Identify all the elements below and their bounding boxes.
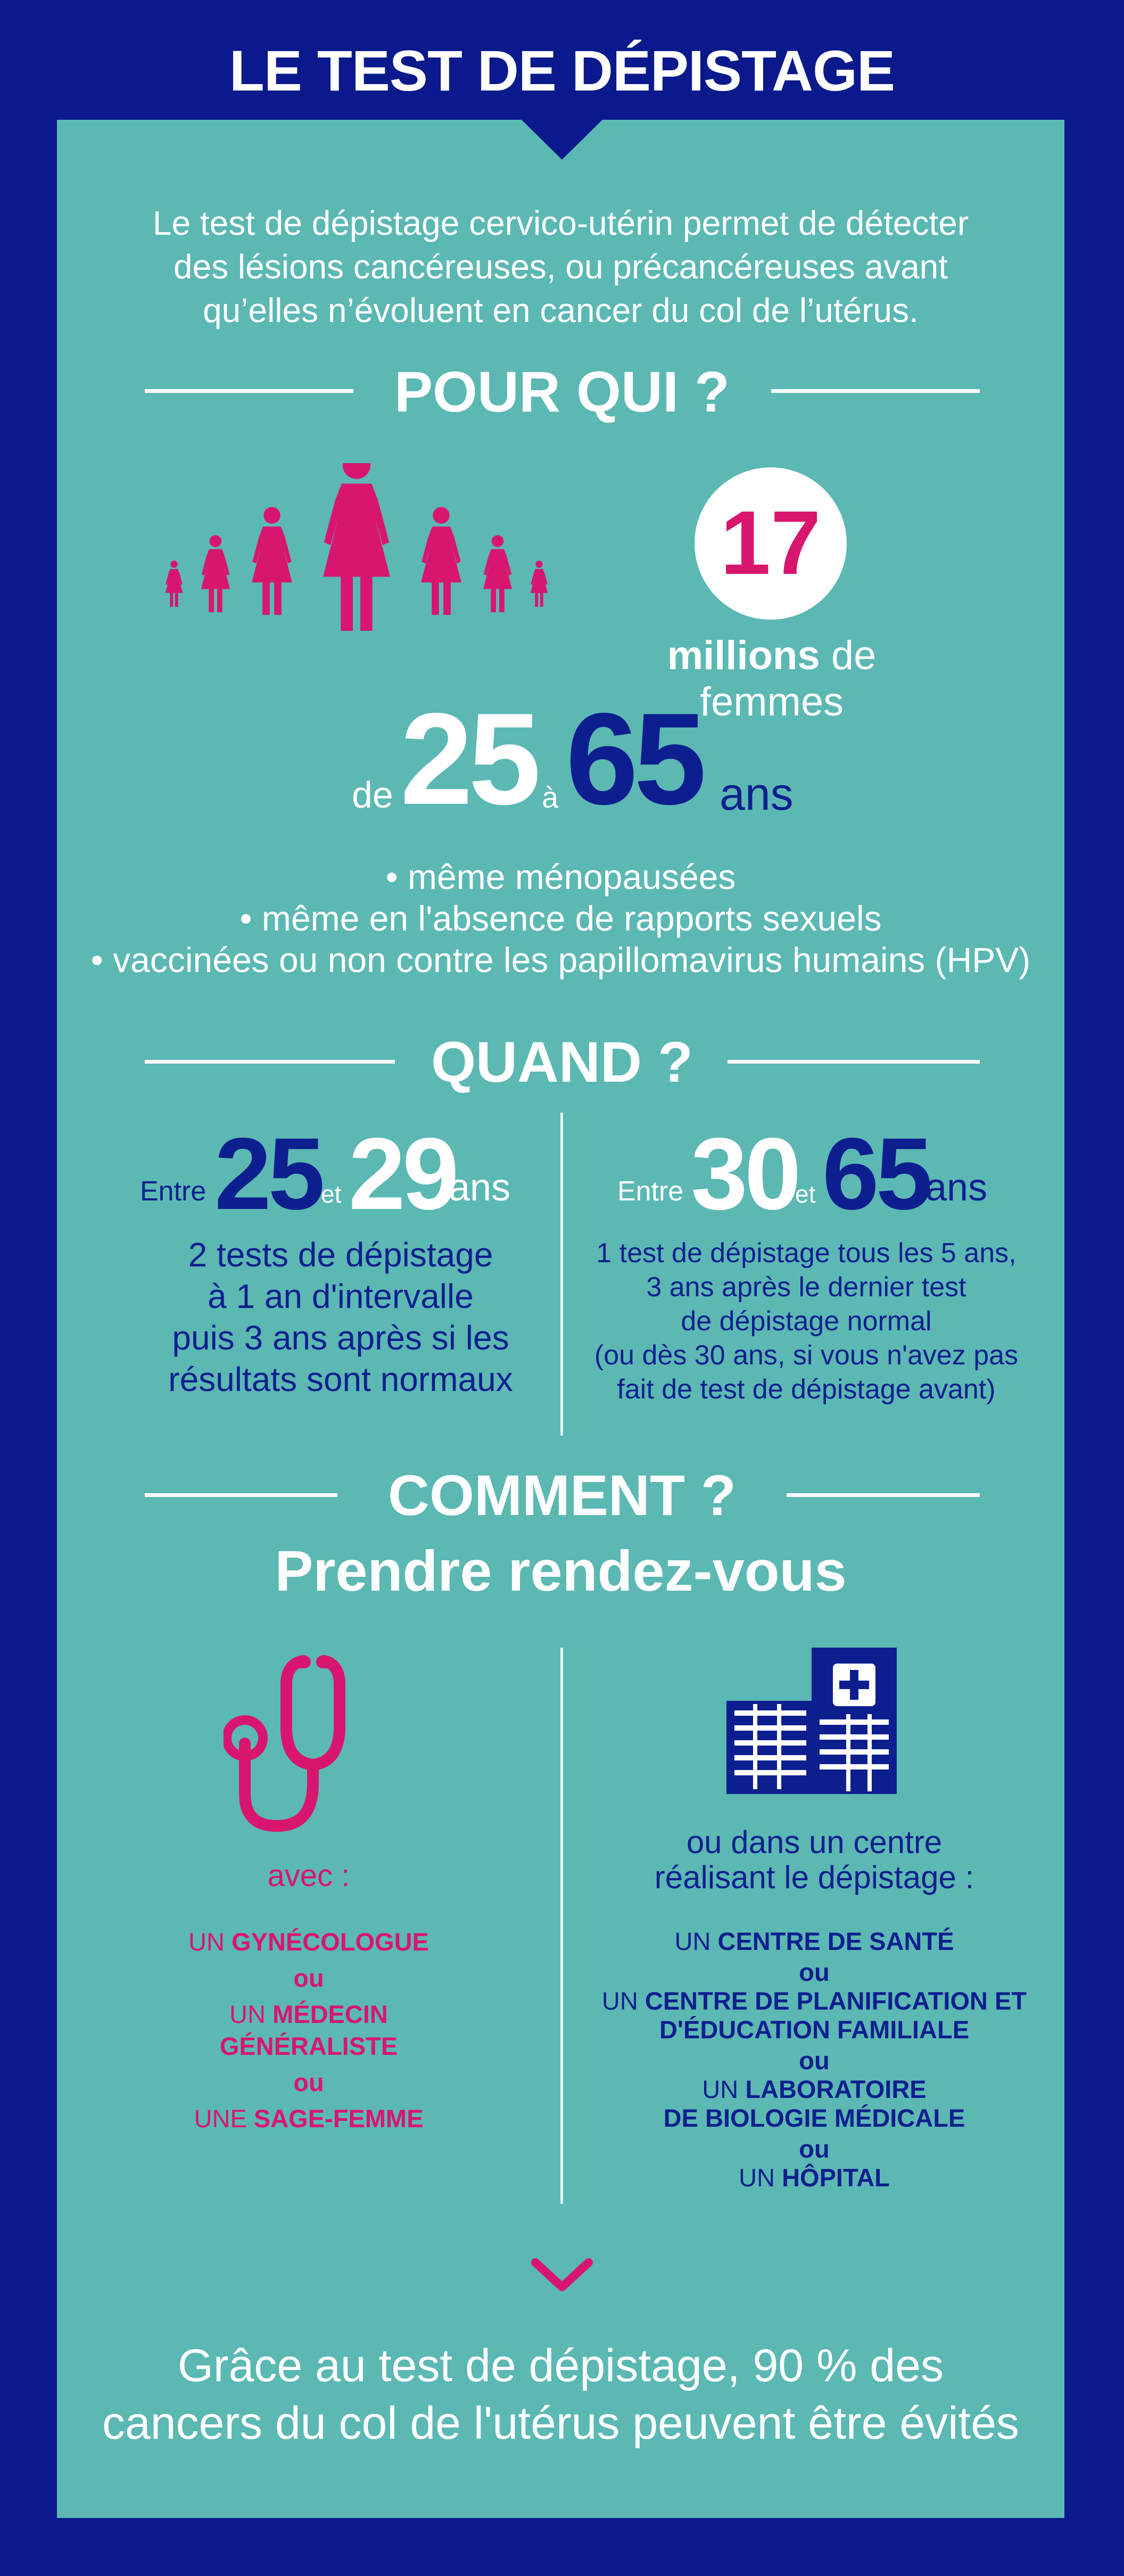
item-name-cont: D'ÉDUCATION FAMILIALE [659, 2015, 970, 2044]
section-title-comment: COMMENT ? [388, 1463, 736, 1527]
range-connector: et [795, 1180, 816, 1208]
schedule-line: 3 ans après le dernier test [646, 1272, 966, 1303]
women-icon-group [154, 463, 559, 671]
stat-label-bold: millions [667, 633, 820, 678]
woman-icon [252, 507, 292, 615]
or-label: ou [799, 2046, 830, 2075]
section-rule-left [145, 1060, 395, 1064]
criteria-item: • même ménopausées [385, 857, 736, 896]
footer-line: cancers du col de l'utérus peuvent être évités [102, 2398, 1020, 2449]
item-name: CENTRE DE PLANIFICATION ET [644, 1987, 1027, 2015]
woman-icon [483, 535, 512, 612]
item-name-cont: DE BIOLOGIE MÉDICALE [663, 2104, 965, 2132]
woman-icon [323, 463, 390, 631]
section-rule-right [771, 389, 980, 393]
intro-line-2: des lésions cancéreuses, ou précancéreuses avant [173, 248, 948, 286]
item-name: CENTRE DE SANTÉ [717, 1927, 954, 1955]
intro-line-3: qu’elles n’évoluent en cancer du col de l’utérus. [203, 291, 919, 330]
item-article: UNE [194, 2104, 254, 2133]
age-prefix: de [352, 774, 393, 816]
age-suffix: ans [720, 769, 794, 820]
practitioner-list [133, 1926, 484, 2135]
item-article: UN [739, 2163, 782, 2192]
panel-notch [522, 120, 602, 160]
practitioner-item [133, 1998, 484, 2030]
center-list [564, 1927, 1064, 2192]
range-connector: et [321, 1180, 342, 1208]
range-suffix: ans [449, 1166, 511, 1209]
center-intro [575, 1825, 1054, 1895]
practitioner-item [133, 1926, 484, 1958]
range-prefix: Entre [140, 1176, 206, 1207]
schedule-line: puis 3 ans après si les [172, 1319, 509, 1357]
center-intro-line: ou dans un centre [686, 1824, 943, 1860]
center-item [564, 2075, 1064, 2104]
section-subtitle: Prendre rendez-vous [275, 1538, 847, 1603]
footer-line: Grâce au test de dépistage, 90 % des [177, 2340, 944, 2391]
hospital-icon [726, 1648, 902, 1797]
stat-number: 17 [720, 492, 821, 594]
item-article: UN [674, 1927, 718, 1955]
schedule-left [85, 1234, 596, 1400]
section-rule-right [728, 1060, 980, 1064]
intro-line-1: Le test de dépistage cervico-utérin permet de détecter [152, 204, 969, 242]
or-label: ou [799, 2135, 830, 2163]
schedule-line: (ou dès 30 ans, si vous n'avez pas [594, 1340, 1019, 1371]
item-name: GYNÉCOLOGUE [232, 1928, 429, 1956]
woman-icon [531, 561, 548, 607]
intro-text [57, 201, 1064, 332]
range-to: 29 [349, 1116, 456, 1231]
practitioner-intro: avec : [267, 1858, 350, 1893]
woman-icon [201, 535, 230, 612]
practitioner-item [133, 2103, 484, 2135]
age-connector: à [542, 780, 559, 814]
page-title: LE TEST DE DÉPISTAGE [229, 38, 895, 103]
item-article: UN [702, 2075, 746, 2103]
schedule-line: de dépistage normal [681, 1306, 932, 1337]
woman-icon [421, 507, 461, 615]
item-name: LABORATOIRE [745, 2075, 927, 2103]
or-label: ou [293, 2068, 324, 2096]
section-rule-left [145, 1493, 337, 1497]
range-from: 30 [691, 1116, 798, 1231]
stethoscope-icon [224, 1650, 394, 1842]
center-item [564, 1987, 1064, 2015]
criteria-item: • même en l'absence de rapports sexuels [239, 899, 882, 938]
column-divider [560, 1648, 563, 2204]
item-article: UN [188, 1928, 232, 1956]
range-prefix: Entre [617, 1176, 684, 1207]
schedule-right [569, 1236, 1043, 1406]
center-intro-line: réalisant le dépistage : [654, 1859, 974, 1895]
age-range-right [580, 1113, 1059, 1231]
age-from: 25 [400, 686, 537, 832]
range-from: 25 [214, 1116, 322, 1231]
item-article: UN [229, 2000, 273, 2028]
age-to: 65 [566, 686, 702, 832]
or-label: ou [293, 1964, 324, 1992]
chevron-down-icon [530, 2256, 594, 2293]
range-suffix: ans [925, 1166, 988, 1209]
range-to: 65 [822, 1116, 930, 1231]
schedule-line: fait de test de dépistage avant) [617, 1374, 996, 1405]
age-range-left [85, 1113, 553, 1231]
criteria-list [57, 856, 1064, 981]
section-rule-left [145, 389, 353, 393]
item-name: SAGE-FEMME [253, 2104, 424, 2133]
schedule-line: résultats sont normaux [168, 1360, 513, 1398]
woman-icon [166, 561, 183, 607]
footer-statement [57, 2337, 1064, 2452]
schedule-line: à 1 an d'intervalle [208, 1277, 474, 1315]
section-title-pour-qui: POUR QUI ? [394, 359, 730, 424]
item-article: UN [601, 1987, 645, 2015]
center-item [564, 1927, 1064, 1956]
schedule-line: 2 tests de dépistage [188, 1236, 493, 1274]
criteria-item: • vaccinées ou non contre les papillomavirus humains (HPV) [90, 940, 1031, 980]
center-item [564, 2163, 1064, 2192]
item-name: MÉDECIN [272, 2000, 388, 2028]
age-range [0, 686, 1124, 832]
schedule-line: 1 test de dépistage tous les 5 ans, [596, 1238, 1016, 1269]
item-name-cont: GÉNÉRALISTE [219, 2032, 398, 2060]
or-label: ou [799, 1958, 830, 1986]
section-rule-right [787, 1493, 980, 1497]
section-title-quand: QUAND ? [431, 1030, 693, 1094]
item-name: HÔPITAL [782, 2163, 890, 2192]
stat-label-rest: de femmes [699, 633, 877, 725]
